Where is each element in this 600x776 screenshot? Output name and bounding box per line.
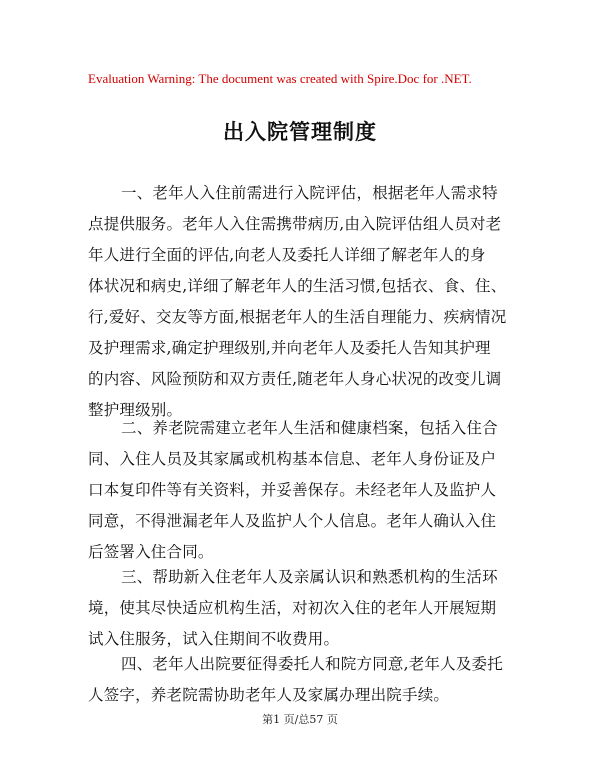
document-title: 出入院管理制度 (223, 120, 377, 144)
paragraph-line: 后签署入住合同。 (88, 543, 214, 561)
paragraph-line: 整护理级别。 (88, 401, 183, 419)
paragraph-line: 同、入住人员及其家属或机构基本信息、老年人身份证及户 (88, 450, 497, 468)
paragraph-1 (88, 178, 522, 426)
paragraph-line: 试入住服务，试入住期间不收费用。 (88, 630, 340, 648)
paragraph-line: 行,爱好、交友等方面,根据老年人的生活自理能力、疾病情况 (88, 308, 507, 326)
paragraph-2 (88, 413, 522, 568)
paragraph-line: 三、帮助新入住老年人及亲属认识和熟悉机构的生活环 (121, 568, 498, 586)
paragraph-line: 一、老年人入住前需进行入院评估，根据老年人需求特 (121, 184, 498, 202)
paragraph-line: 同意，不得泄漏老年人及监护人个人信息。老年人确认入住 (88, 512, 497, 530)
paragraph-line: 点提供服务。老年人入住需携带病历,由入院评估组人员对老 (88, 215, 502, 233)
paragraph-4 (88, 649, 522, 711)
paragraph-line: 境，使其尽快适应机构生活，对初次入住的老年人开展短期 (88, 599, 497, 617)
paragraph-line: 四、老年人出院要征得委托人和院方同意,老年人及委托 (121, 655, 503, 673)
paragraph-line: 及护理需求,确定护理级别,并向老年人及委托人告知其护理 (88, 339, 491, 357)
evaluation-warning: Evaluation Warning: The document was created with Spire.Doc for .NET. (88, 71, 472, 86)
paragraph-line: 人签字，养老院需协助老年人及家属办理出院手续。 (88, 686, 450, 704)
paragraph-line: 的内容、风险预防和双方责任,随老年人身心状况的改变儿调 (88, 370, 502, 388)
paragraph-line: 体状况和病史,详细了解老年人的生活习惯,包括衣、食、住、 (88, 277, 507, 295)
page-number-footer: 第1 页/总57 页 (262, 713, 338, 726)
paragraph-line: 二、养老院需建立老年人生活和健康档案，包括入住合 (121, 419, 498, 437)
paragraph-line: 口本复印件等有关资料，并妥善保存。未经老年人及监护人 (88, 481, 497, 499)
paragraph-line: 年人进行全面的评估,向老人及委托人详细了解老年人的身 (88, 246, 486, 264)
paragraph-3 (88, 562, 522, 655)
